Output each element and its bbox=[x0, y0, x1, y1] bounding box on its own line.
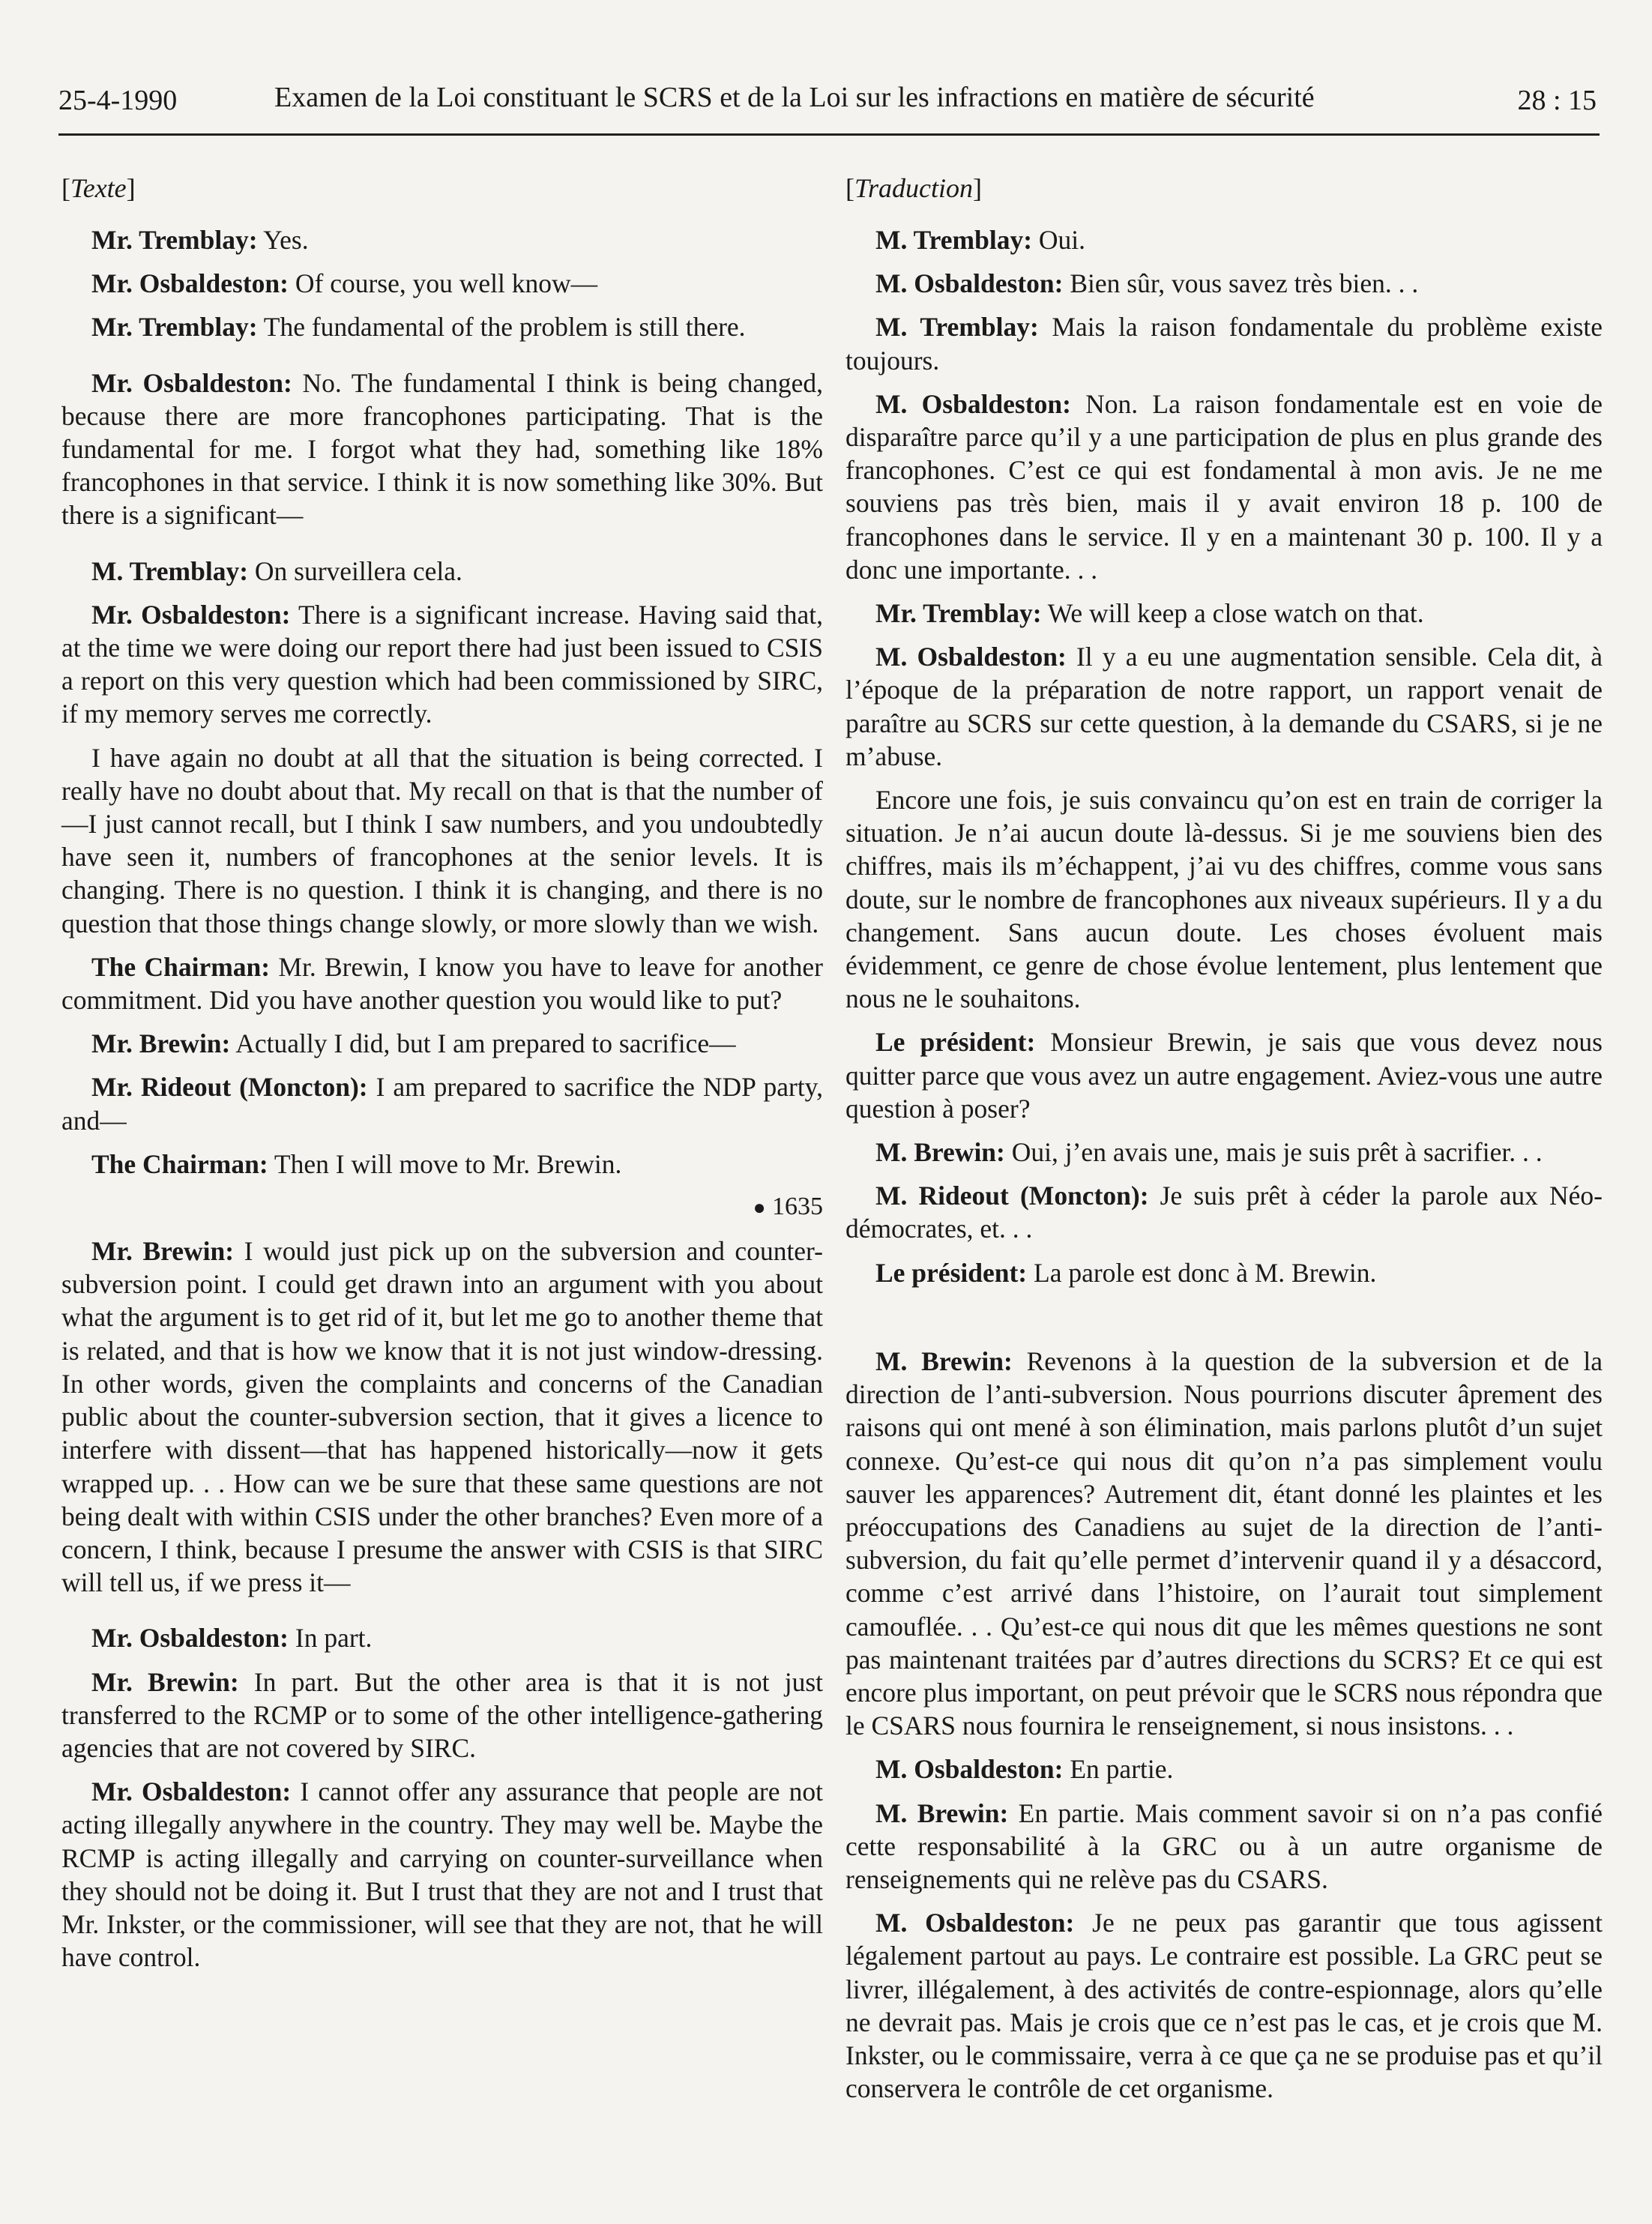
speaker-name: Mr. Brewin: bbox=[91, 1028, 231, 1059]
speech: M. Brewin: Oui, j’en avais une, mais je suis prêt à sacrifier. . . bbox=[875, 1137, 1543, 1168]
speech: M. Tremblay: Oui. bbox=[875, 225, 1086, 255]
left-column-tag: [Texte] bbox=[61, 173, 136, 203]
speaker-name: Mr. Rideout (Moncton): bbox=[91, 1072, 368, 1103]
speaker-name: Mr. Osbaldeston: bbox=[91, 367, 292, 398]
speech: Mr. Osbaldeston: No. The fundamental I think is being changed, because there are more francophones participating. That is the fundamental for me. I forgot what they had, something like 18% francophones in that service. I think it is now something like 30%. But there is a significant— bbox=[61, 367, 824, 531]
speech: M. Osbaldeston: Il y a eu une augmentation sensible. Cela dit, à l’époque de la préparation de notre rapport, un rapport venait de paraître au SCRS sur cette question, à la demande du CSARS, si je ne m’abuse. bbox=[845, 642, 1603, 771]
speaker-name: Mr. Osbaldeston: bbox=[91, 599, 291, 630]
bullet-icon: ● bbox=[753, 1196, 766, 1220]
page-header bbox=[58, 81, 1600, 136]
speech: M. Osbaldeston: Je ne peux pas garantir que tous agissent légalement partout au pays. Le contraire est possible. La GRC peut se livrer, illégalement, à des activités de contre-espionnage, alors qu’elle ne devrait pas. Mais je crois que ce n’est pas le cas, et je crois que M. Inkster, ou le commissaire, verra à ce que ça ne se produise pas et qu’il conservera le contrôle de cet organisme. bbox=[845, 1908, 1603, 2104]
speaker-name: Mr. Brewin: bbox=[91, 1666, 239, 1697]
speech: I have again no doubt at all that the situation is being corrected. I really have no doubt about that. My recall on that is that the number of—I just cannot recall, but I think I saw numbers, and you undoubtedly have seen it, numbers of francophones at the senior levels. It is changing. There is no question. I think it is changing, and there is no question that those things change slowly, or more slowly than we wish. bbox=[61, 742, 823, 938]
speech: Le président: Monsieur Brewin, je sais que vous devez nous quitter parce que vous avez un autre engagement. Aviez-vous une autre question à poser? bbox=[845, 1027, 1603, 1124]
speech: Mr. Osbaldeston: I cannot offer any assurance that people are not acting illegally anywhere in the country. They may well be. Maybe the RCMP is acting illegally and carrying on counter-surveillance when they should not be doing it. But I trust that they are not and I trust that Mr. Inkster, or the commissioner, will see that they are not, that he will have control. bbox=[61, 1777, 823, 1973]
speaker-name: M. Brewin: bbox=[875, 1797, 1009, 1828]
speaker-name: The Chairman: bbox=[91, 951, 271, 982]
time-marker: ● 1635 bbox=[753, 1193, 823, 1221]
speech: M. Osbaldeston: Bien sûr, vous savez très bien. . . bbox=[875, 268, 1419, 299]
speaker-name: M. Osbaldeston: bbox=[875, 388, 1071, 419]
speech: Mr. Osbaldeston: Of course, you well know— bbox=[91, 268, 598, 299]
speaker-name: Mr. Tremblay: bbox=[91, 312, 258, 343]
speech: Mr. Tremblay: We will keep a close watch on that. bbox=[875, 598, 1424, 629]
speech: Encore une fois, je suis convaincu qu’on est en train de corriger la situation. Je n’ai aucun doute là-dessus. Si je me souviens bien des chiffres, mais ils m’échappent, j’ai vu des chiffres, comme vous sans doute, sur le nombre de francophones aux niveaux supérieurs. Il y a du changement. Sans aucun doute. Les choses évoluent mais évidemment, ce genre de chose évolue lentement, plus lentement que nous ne le souhaitons. bbox=[845, 785, 1603, 1014]
header-page-number: 28 : 15 bbox=[1517, 85, 1597, 116]
speech: M. Brewin: Revenons à la question de la subversion et de la direction de l’anti-subversion. Nous pourrions discuter âprement des raisons qui ont mené à son élimination, mais parlons plutôt d’un sujet connexe. Qu’est-ce qui nous dit qu’on n’a pas simplement voulu sauver les apparences? Autrement dit, étant donné les plaintes et les préoccupations des Canadiens au sujet de la direction de l’anti-subversion, du fait qu’elle permet d’intervenir quand il y a désaccord, comme c’est arrivé dans l’histoire, on l’aurait tout simplement camouflée. . . Qu’est-ce qui nous dit que les mêmes questions ne sont pas maintenant traitées par d’autres directions du SCRS? Et ce qui est encore plus important, on peut prévoir que le SCRS nous répondra que le CSARS nous fournira le renseignement, si nous insistons. . . bbox=[845, 1345, 1603, 1741]
speaker-name: Mr. Tremblay: bbox=[91, 225, 258, 255]
speech: Mr. Brewin: Actually I did, but I am prepared to sacrifice— bbox=[91, 1028, 736, 1059]
speaker-name: M. Brewin: bbox=[875, 1137, 1005, 1168]
speaker-name: Mr. Osbaldeston: bbox=[91, 1623, 289, 1654]
speech: Mr. Tremblay: The fundamental of the problem is still there. bbox=[91, 312, 746, 343]
header-date: 25-4-1990 bbox=[58, 85, 178, 116]
speech: Mr. Osbaldeston: There is a significant increase. Having said that, at the time we were doing our report there had just been issued to CSIS a report on this very question which had been commissioned by SIRC, if my memory serves me correctly. bbox=[61, 599, 823, 729]
speech: The Chairman: Then I will move to Mr. Brewin. bbox=[91, 1148, 622, 1179]
speaker-name: The Chairman: bbox=[91, 1148, 268, 1179]
speech: Mr. Brewin: In part. But the other area is that it is not just transferred to the RCMP or to some of the other intelligence-gathering agencies that are not covered by SIRC. bbox=[61, 1666, 823, 1763]
header-title: Examen de la Loi constituant le SCRS et de la Loi sur les infractions en matière de sécurité bbox=[274, 82, 1315, 113]
speaker-name: Mr. Osbaldeston: bbox=[91, 1777, 292, 1807]
speech: M. Osbaldeston: Non. La raison fondamentale est en voie de disparaître parce qu’il y a une participation de plus en plus grande des francophones. C’est ce qui est fondamental à mon avis. Je ne me souviens pas très bien, mais il y avait environ 18 p. 100 de francophones dans le service. Il y en a maintenant 30 p. 100. Il y a donc une importante. . . bbox=[845, 388, 1603, 585]
speaker-name: M. Tremblay: bbox=[875, 312, 1039, 343]
left-column bbox=[61, 169, 823, 1984]
speech: M. Brewin: En partie. Mais comment savoir si on n’a pas confié cette responsabilité à la GRC ou à un autre organisme de renseignements qui ne relève pas du CSARS. bbox=[845, 1797, 1603, 1894]
speech: Mr. Brewin: I would just pick up on the subversion and counter-subversion point. I could get drawn into an argument with you about what the argument is to get rid of it, but let me go to another theme that is related, and that is how we know that it is not just window-dressing. In other words, given the complaints and concerns of the Canadian public about the counter-subversion section, that it gives a licence to interfere with dissent—that has happened historically—now it gets wrapped up. . . How can we be sure that these same questions are not being dealt with within CSIS under the other branches? Even more of a concern, I think, because I presume the answer with CSIS is that SIRC will tell us, if we press it— bbox=[61, 1236, 823, 1598]
speaker-name: Le président: bbox=[875, 1257, 1028, 1288]
speaker-name: M. Brewin: bbox=[875, 1345, 1013, 1376]
speaker-name: M. Osbaldeston: bbox=[875, 1908, 1075, 1938]
speaker-name: M. Tremblay: bbox=[875, 225, 1033, 255]
speech: M. Rideout (Moncton): Je suis prêt à céder la parole aux Néo-démocrates, et. . . bbox=[845, 1181, 1603, 1244]
speech: M. Osbaldeston: En partie. bbox=[875, 1754, 1174, 1785]
speaker-name: M. Rideout (Moncton): bbox=[875, 1181, 1149, 1211]
speaker-name: Mr. Osbaldeston: bbox=[91, 268, 289, 299]
right-column bbox=[845, 169, 1603, 2115]
speech: The Chairman: Mr. Brewin, I know you have to leave for another commitment. Did you have another question you would like to put? bbox=[61, 951, 823, 1016]
speech: Mr. Tremblay: Yes. bbox=[91, 225, 309, 255]
speech: Mr. Osbaldeston: In part. bbox=[91, 1623, 373, 1654]
speaker-name: M. Osbaldeston: bbox=[875, 1754, 1064, 1785]
speech: Le président: La parole est donc à M. Brewin. bbox=[875, 1257, 1377, 1288]
speech: Mr. Rideout (Moncton): I am prepared to sacrifice the NDP party, and— bbox=[61, 1072, 824, 1136]
speaker-name: M. Osbaldeston: bbox=[875, 268, 1064, 299]
right-column-tag: [Traduction] bbox=[845, 173, 983, 203]
speaker-name: Le président: bbox=[875, 1027, 1036, 1058]
speaker-name: M. Tremblay: bbox=[91, 555, 249, 586]
speaker-name: M. Osbaldeston: bbox=[875, 642, 1067, 672]
speaker-name: Mr. Brewin: bbox=[91, 1236, 235, 1267]
speaker-name: Mr. Tremblay: bbox=[875, 598, 1042, 629]
speech: M. Tremblay: On surveillera cela. bbox=[91, 555, 462, 586]
speech: M. Tremblay: Mais la raison fondamentale du problème existe toujours. bbox=[845, 312, 1603, 376]
